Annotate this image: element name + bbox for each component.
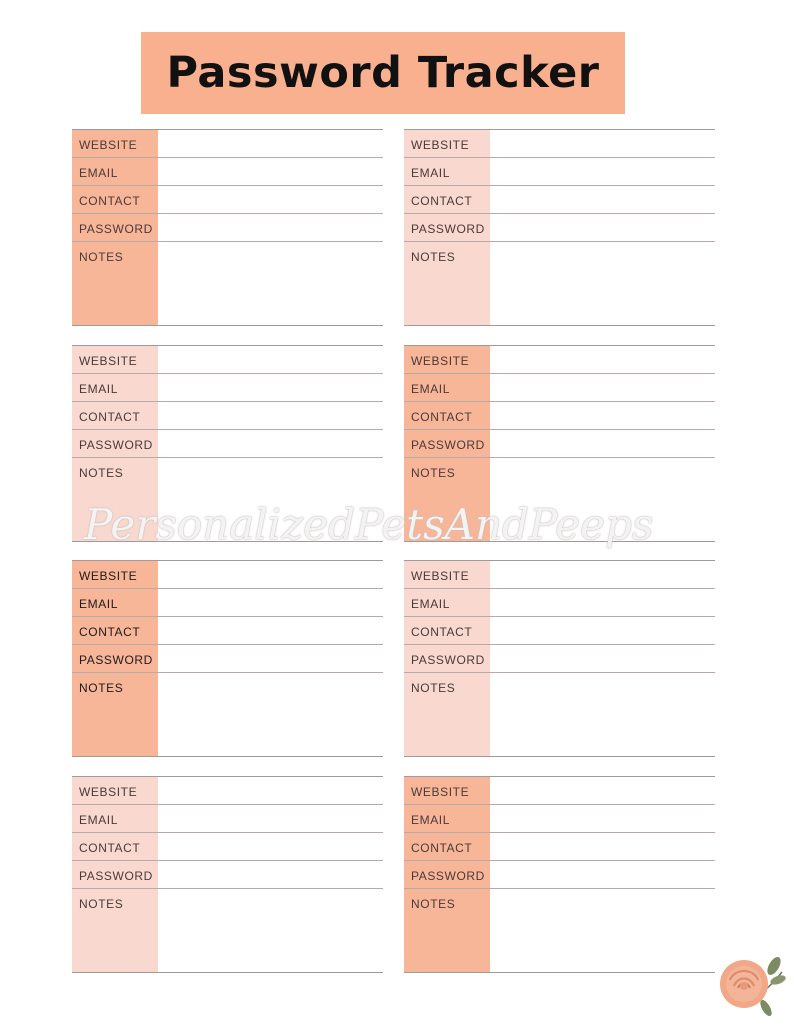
watermark-text: PersonalizedPetsAndPeeps (84, 500, 654, 549)
website-row[interactable] (72, 130, 383, 158)
contact-label: CONTACT (411, 410, 473, 424)
notes-label: NOTES (79, 250, 124, 264)
contact-row[interactable] (404, 833, 715, 861)
email-row[interactable] (404, 374, 715, 402)
contact-label: CONTACT (411, 841, 473, 855)
password-card-3 (72, 345, 383, 542)
contact-row[interactable] (404, 402, 715, 430)
email-label: EMAIL (411, 382, 451, 396)
email-label: EMAIL (79, 166, 119, 180)
password-label: PASSWORD (411, 438, 485, 452)
website-row[interactable] (404, 346, 715, 374)
password-card-5 (72, 560, 383, 757)
website-label: WEBSITE (79, 354, 138, 368)
email-label: EMAIL (411, 597, 451, 611)
contact-row[interactable] (404, 186, 715, 214)
notes-area[interactable] (404, 242, 715, 325)
contact-row[interactable] (72, 617, 383, 645)
email-row[interactable] (404, 158, 715, 186)
email-row[interactable] (72, 589, 383, 617)
email-row[interactable] (404, 805, 715, 833)
contact-label: CONTACT (411, 194, 473, 208)
website-row[interactable] (72, 346, 383, 374)
notes-label: NOTES (79, 897, 124, 911)
password-row[interactable] (72, 861, 383, 889)
notes-label: NOTES (411, 897, 456, 911)
password-row[interactable] (72, 645, 383, 673)
password-card-8 (404, 776, 715, 973)
website-row[interactable] (404, 777, 715, 805)
website-row[interactable] (404, 561, 715, 589)
website-label: WEBSITE (411, 569, 470, 583)
contact-row[interactable] (72, 402, 383, 430)
title-banner (141, 32, 625, 114)
website-label: WEBSITE (79, 569, 138, 583)
email-row[interactable] (72, 374, 383, 402)
notes-label: NOTES (411, 466, 456, 480)
password-card-1 (72, 129, 383, 326)
email-row[interactable] (72, 805, 383, 833)
password-row[interactable] (404, 214, 715, 242)
email-row[interactable] (404, 589, 715, 617)
password-row[interactable] (72, 214, 383, 242)
notes-area[interactable] (404, 458, 715, 541)
notes-area[interactable] (404, 673, 715, 756)
password-card-6 (404, 560, 715, 757)
notes-label: NOTES (411, 681, 456, 695)
contact-label: CONTACT (79, 625, 141, 639)
email-label: EMAIL (79, 382, 119, 396)
website-label: WEBSITE (411, 138, 470, 152)
password-row[interactable] (404, 430, 715, 458)
password-card-4 (404, 345, 715, 542)
password-label: PASSWORD (79, 438, 153, 452)
password-row[interactable] (404, 645, 715, 673)
email-label: EMAIL (411, 166, 451, 180)
password-card-2 (404, 129, 715, 326)
notes-label: NOTES (411, 250, 456, 264)
notes-area[interactable] (404, 889, 715, 972)
contact-row[interactable] (72, 833, 383, 861)
contact-label: CONTACT (79, 841, 141, 855)
contact-label: CONTACT (411, 625, 473, 639)
email-label: EMAIL (411, 813, 451, 827)
website-label: WEBSITE (411, 785, 470, 799)
password-label: PASSWORD (411, 653, 485, 667)
password-label: PASSWORD (411, 222, 485, 236)
website-row[interactable] (72, 777, 383, 805)
email-label: EMAIL (79, 813, 119, 827)
password-label: PASSWORD (79, 222, 153, 236)
notes-area[interactable] (72, 673, 383, 756)
notes-area[interactable] (72, 458, 383, 541)
page-title: Password Tracker (166, 48, 600, 98)
password-label: PASSWORD (79, 653, 153, 667)
rose-icon (716, 950, 786, 1020)
password-row[interactable] (404, 861, 715, 889)
website-row[interactable] (72, 561, 383, 589)
notes-area[interactable] (72, 889, 383, 972)
website-label: WEBSITE (79, 138, 138, 152)
contact-row[interactable] (72, 186, 383, 214)
website-label: WEBSITE (411, 354, 470, 368)
password-label: PASSWORD (411, 869, 485, 883)
contact-label: CONTACT (79, 410, 141, 424)
password-card-7 (72, 776, 383, 973)
notes-label: NOTES (79, 466, 124, 480)
contact-row[interactable] (404, 617, 715, 645)
password-row[interactable] (72, 430, 383, 458)
notes-area[interactable] (72, 242, 383, 325)
contact-label: CONTACT (79, 194, 141, 208)
email-row[interactable] (72, 158, 383, 186)
website-row[interactable] (404, 130, 715, 158)
email-label: EMAIL (79, 597, 119, 611)
website-label: WEBSITE (79, 785, 138, 799)
password-label: PASSWORD (79, 869, 153, 883)
notes-label: NOTES (79, 681, 124, 695)
